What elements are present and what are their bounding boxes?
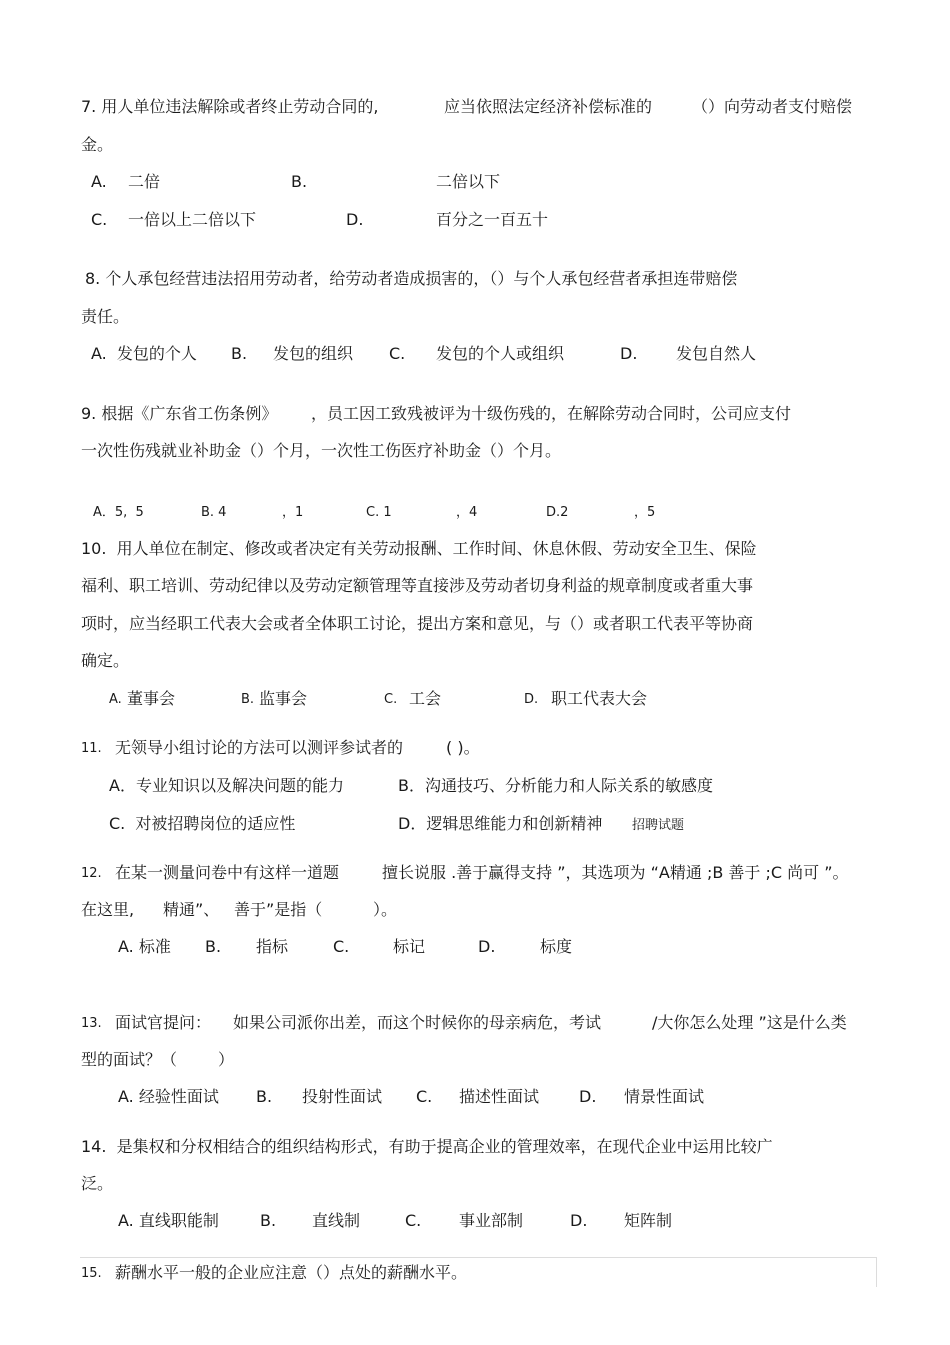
q9-option-c-value: ，4 (456, 505, 478, 520)
q10-stem: 确定。 (81, 651, 130, 670)
divider-line (80, 1257, 877, 1258)
q10-option-c-label: C. (384, 692, 398, 707)
q14-option-b: 直线制 (312, 1211, 361, 1230)
q7-stem: 应当依照法定经济补偿标准的 (444, 97, 653, 116)
q13-stem: ） (218, 1050, 235, 1069)
q10-stem: 10. 用人单位在制定、修改或者决定有关劳动报酬、工作时间、休息休假、劳动安全卫生、保险 (81, 539, 757, 558)
q9-option-d-value: ，5 (634, 505, 656, 520)
q11-option-a: A．专业知识以及解决问题的能力 (109, 776, 344, 795)
q9-stem: 9. 根据《广东省工伤条例》 (81, 404, 278, 423)
q7-option-b-label: B. (291, 172, 308, 191)
q11-option-c: C. 对被招聘岗位的适应性 (109, 814, 296, 833)
q7-option-c: 一倍以上二倍以下 (128, 210, 257, 229)
q9-option-a: A．5, 5 (93, 505, 144, 520)
q10-stem: 项时，应当经职工代表大会或者全体职工讨论，提出方案和意见，与（）或者职工代表平等协商 (81, 614, 754, 633)
q12-option-b: 指标 (256, 937, 289, 956)
q7-stem: 7. 用人单位违法解除或者终止劳动合同的, (81, 97, 379, 116)
q11-number: 11. (81, 741, 102, 756)
q9-stem: 一次性伤残就业补助金（）个月，一次性工伤医疗补助金（）个月。 (81, 441, 562, 460)
q8-stem: 责任。 (81, 307, 130, 326)
q7-option-c-label: C. (91, 210, 108, 229)
q14-option-c-label: C. (405, 1211, 422, 1230)
q8-option-d: 发包自然人 (676, 344, 757, 363)
q15-stem: 薪酬水平一般的企业应注意（）点处的薪酬水平。 (115, 1263, 468, 1282)
q12-option-b-label: B. (205, 937, 222, 956)
q7-option-a-label: A. (91, 172, 107, 191)
q12-stem: 精通”、 (163, 900, 220, 919)
q10-option-b-label: B. (241, 692, 255, 707)
q10-option-a: 董事会 (127, 689, 176, 708)
q12-stem: 在某一测量问卷中有这样一道题 (115, 863, 340, 882)
q11-note: 招聘试题 (632, 818, 685, 833)
q12-option-c: 标记 (393, 937, 426, 956)
q8-option-d-label: D. (620, 344, 638, 363)
q12-option-d: 标度 (540, 937, 573, 956)
q12-stem: 善于”是指（ (234, 900, 323, 919)
q10-option-d: 职工代表大会 (551, 689, 648, 708)
q14-option-b-label: B. (260, 1211, 277, 1230)
q12-stem: 在这里, (81, 900, 135, 919)
q13-stem: 如果公司派你出差，而这个时候你的母亲病危，考试 (233, 1013, 602, 1032)
q10-option-d-label: D. (524, 692, 539, 707)
q11-option-d: D．逻辑思维能力和创新精神 (398, 814, 603, 833)
q13-option-c-label: C. (416, 1087, 433, 1106)
q9-stem: ，员工因工致残被评为十级伤残的，在解除劳动合同时，公司应支付 (311, 404, 792, 423)
q7-option-d-label: D. (346, 210, 364, 229)
q13-option-b: 投射性面试 (302, 1087, 383, 1106)
q9-option-b-value: ，1 (282, 505, 304, 520)
q10-option-b: 监事会 (259, 689, 308, 708)
q12-number: 12. (81, 866, 102, 881)
q12-stem: 擅长说服 .善于赢得支持 ”，其选项为 “A精通 ;B 善于 ;C 尚可 ”。 (382, 863, 849, 882)
q8-stem: 8. 个人承包经营违法招用劳动者，给劳动者造成损害的，（）与个人承包经营者承担连带赔偿 (85, 269, 738, 288)
q7-option-a: 二倍 (128, 172, 161, 191)
q8-option-a: A. 发包的个人 (91, 344, 197, 363)
q10-option-a-label: A. (109, 692, 122, 707)
q14-option-d: 矩阵制 (624, 1211, 673, 1230)
q11-option-b: B．沟通技巧、分析能力和人际关系的敏感度 (398, 776, 713, 795)
q14-stem: 14. 是集权和分权相结合的组织结构形式，有助于提高企业的管理效率，在现代企业中运用比较广 (81, 1137, 773, 1156)
q7-stem: 金。 (81, 135, 114, 154)
q13-option-c: 描述性面试 (459, 1087, 540, 1106)
q13-number: 13. (81, 1016, 102, 1031)
q11-stem-paren: ( )。 (446, 738, 480, 757)
q13-option-b-label: B. (256, 1087, 273, 1106)
q7-option-d: 百分之一百五十 (436, 210, 549, 229)
q13-option-d: 情景性面试 (624, 1087, 705, 1106)
q7-stem: （）向劳动者支付赔偿 (692, 97, 853, 116)
q14-stem: 泛。 (81, 1174, 114, 1193)
q12-option-c-label: C. (333, 937, 350, 956)
q15-number: 15. (81, 1266, 102, 1281)
q13-option-d-label: D. (579, 1087, 597, 1106)
q13-stem: 面试官提问： (115, 1013, 212, 1032)
q14-option-d-label: D. (570, 1211, 588, 1230)
q14-option-a: A. 直线职能制 (118, 1211, 219, 1230)
q11-stem: 无领导小组讨论的方法可以测评参试者的 (115, 738, 404, 757)
q8-option-b: 发包的组织 (273, 344, 354, 363)
q9-option-c-label: C. 1 (366, 505, 392, 520)
q13-stem: /大你怎么处理 ”这是什么类 (652, 1013, 847, 1032)
q7-option-b: 二倍以下 (436, 172, 501, 191)
q12-option-a: A. 标准 (118, 937, 171, 956)
q9-option-d-label: D.2 (546, 505, 569, 520)
q14-option-c: 事业部制 (459, 1211, 524, 1230)
q13-option-a: A. 经验性面试 (118, 1087, 219, 1106)
q9-option-b-label: B. 4 (201, 505, 227, 520)
q10-option-c: 工会 (409, 689, 442, 708)
q10-stem: 福利、职工培训、劳动纪律以及劳动定额管理等直接涉及劳动者切身利益的规章制度或者重大事 (81, 576, 754, 595)
q13-stem: 型的面试？（ (81, 1050, 178, 1069)
divider-line-vertical (876, 1257, 877, 1287)
q12-option-d-label: D. (478, 937, 496, 956)
q8-option-b-label: B. (231, 344, 248, 363)
q8-option-c: 发包的个人或组织 (436, 344, 565, 363)
q12-stem: ）。 (373, 900, 398, 919)
q8-option-c-label: C. (389, 344, 406, 363)
